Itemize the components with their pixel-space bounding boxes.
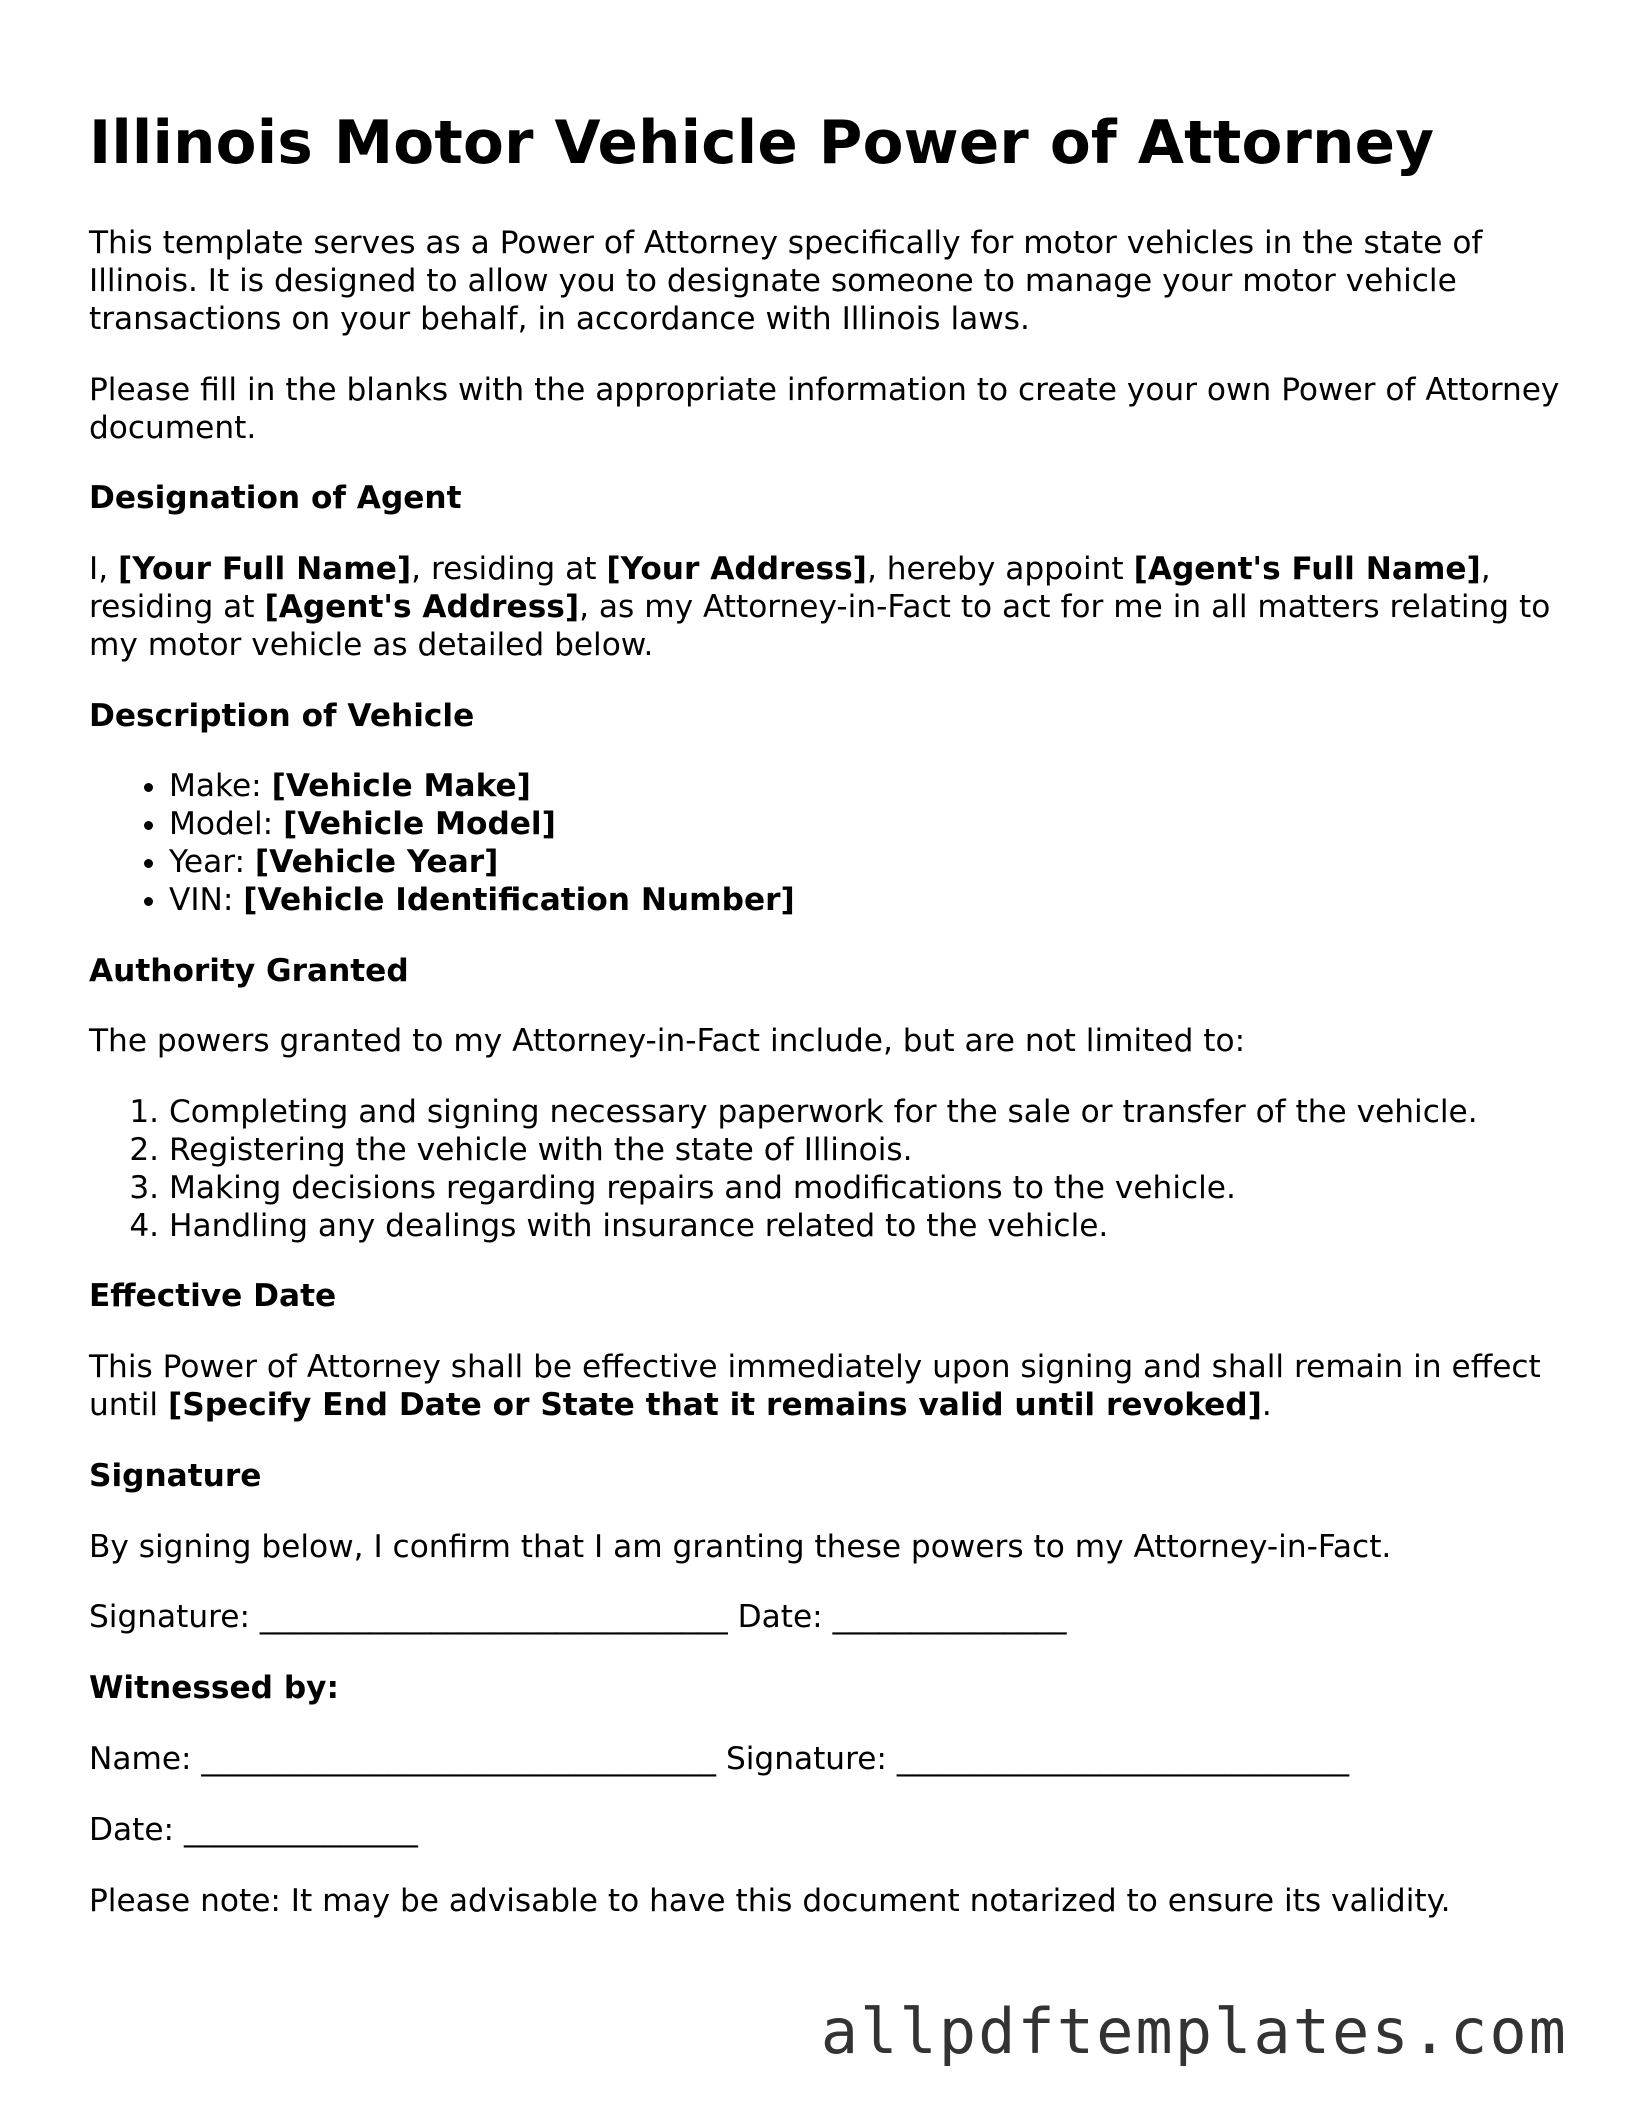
signature-heading: Signature [89, 1457, 262, 1494]
signature-statement: By signing below, I confirm that I am granting these powers to my Attorney-in-Fact. [89, 1528, 1392, 1565]
your-address-placeholder: [Your Address] [606, 551, 867, 588]
document [89, 108, 1569, 1953]
authority-intro: The powers granted to my Attorney-in-Fact include, but are not limited to: [89, 1023, 1246, 1060]
authority-item: 3. Making decisions regarding repairs and modifications to the vehicle. [169, 1170, 1569, 1208]
witness-date-line: Date: _______________ [89, 1811, 418, 1848]
vehicle-item-year: • Year: [Vehicle Year] [169, 844, 1569, 882]
effective-paragraph: This Power of Attorney shall be effective immediately upon signing and shall remain in effect until [Specify End Date or State that it remains valid until revoked]. [89, 1349, 1541, 1423]
signature-date-line: Signature: ______________________________ Date: _______________ [89, 1599, 1067, 1636]
vehicle-item-model: • Model: [Vehicle Model] [169, 806, 1569, 844]
witness-name-signature-line: Name: _________________________________ Signature: _____________________________ [89, 1740, 1350, 1777]
agent-address-placeholder: [Agent's Address] [264, 588, 580, 625]
witness-heading: Witnessed by: [89, 1670, 339, 1707]
vehicle-item-vin: • VIN: [Vehicle Identification Number] [169, 882, 1569, 920]
vehicle-heading: Description of Vehicle [89, 697, 475, 734]
authority-item: 1. Completing and signing necessary paperwork for the sale or transfer of the vehicle. [169, 1094, 1569, 1132]
watermark: allpdftemplates.com [820, 1995, 1568, 2068]
intro-paragraph: This template serves as a Power of Attorney specifically for motor vehicles in the state of Illinois. It is designed to allow you to designate someone to manage your motor vehicle transactions on your behalf, in accordance with Illinois laws. [89, 225, 1483, 337]
designation-heading: Designation of Agent [89, 480, 462, 517]
notarization-note: Please note: It may be advisable to have this document notarized to ensure its validity. [89, 1882, 1451, 1919]
agent-name-placeholder: [Agent's Full Name] [1133, 551, 1481, 588]
vehicle-list [89, 768, 1569, 919]
your-name-placeholder: [Your Full Name] [118, 551, 412, 588]
end-date-placeholder: [Specify End Date or State that it remains valid until revoked] [168, 1386, 1262, 1423]
designation-paragraph: I, [Your Full Name], residing at [Your Address], hereby appoint [Agent's Full Name], residing at [Agent's Address], as my Attorney-in-Fact to act for me in all matters relating to my motor vehicle as detailed below. [89, 551, 1551, 663]
vehicle-item-make: • Make: [Vehicle Make] [169, 768, 1569, 806]
instructions-paragraph: Please fill in the blanks with the appropriate information to create your own Power of Attorney document. [89, 371, 1560, 446]
authority-item: 4. Handling any dealings with insurance related to the vehicle. [169, 1208, 1569, 1246]
document-title: Illinois Motor Vehicle Power of Attorney [89, 109, 1435, 178]
effective-heading: Effective Date [89, 1278, 337, 1315]
authority-list [89, 1094, 1569, 1245]
authority-heading: Authority Granted [89, 952, 409, 989]
authority-item: 2. Registering the vehicle with the state of Illinois. [169, 1132, 1569, 1170]
